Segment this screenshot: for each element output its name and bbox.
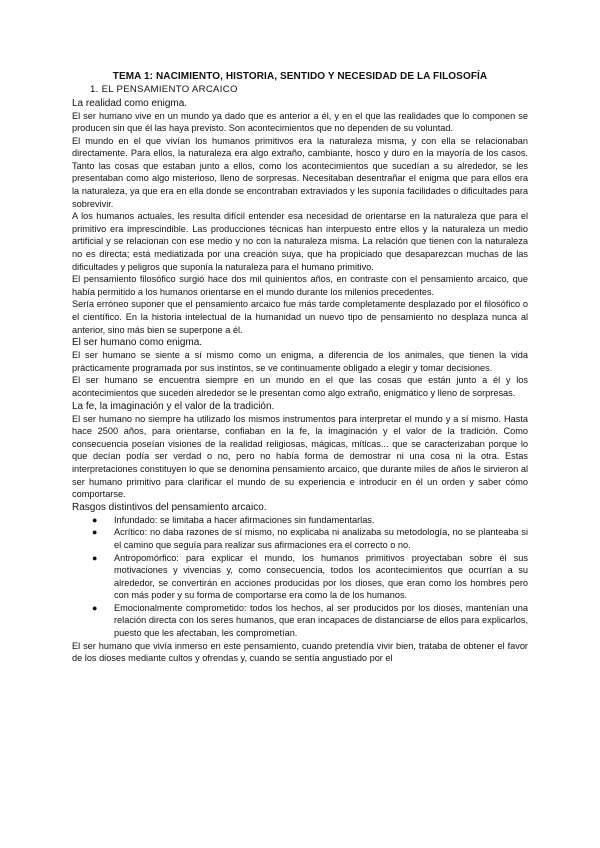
- paragraph: El ser humano no siempre ha utilizado los mismos instrumentos para interpretar el mundo y a sí mismo. Hasta hace 2500 años, para orientarse, confiaban en la fe, la imaginación y el valor de la tradición. Como consecuencia poseían visiones de la realidad religiosas, mágicas, míticas... que se caracterizaban porque lo que decían podía ser verdad o no, pero no había forma de demostrar ni una cosa ni la otra. Estas interpretaciones constituyen lo que se denomina pensamiento arcaico, que durante miles de años le sirvieron al ser humano primitivo para clarificar el mundo de su experiencia e introducir en él un orden y saber cómo comportarse.: [72, 413, 528, 500]
- subheading-rasgos: Rasgos distintivos del pensamiento arcaico.: [72, 501, 267, 513]
- rasgos-list: [72, 514, 528, 640]
- paragraph: El pensamiento filosófico surgió hace dos mil quinientos años, en contraste con el pensamiento arcaico, que había permitido a los humanos orientarse en el mundo durante los milenios precedentes.: [72, 274, 528, 297]
- list-item: [92, 552, 528, 602]
- list-item-text: Acrítico: no daba razones de sí mismo, no explicaba ni analizaba su metodología, no se planteaba si el camino que seguía para realizar sus afirmaciones era el correcto o no.: [114, 527, 528, 550]
- subheading-fe-imaginacion: La fe, la imaginación y el valor de la tradición.: [72, 400, 275, 412]
- paragraph: El mundo en el que vivían los humanos primitivos era la naturaleza misma, y con ella se relacionaban directamente. Para ellos, la naturaleza era algo extraño, cambiante, hosco y duro en la mayoría de los casos. Tanto las cosas que estaban junto a ellos, como los acontecimientos que sucedían a su alrededor, se les presentaban como algo misterioso, lleno de sorpresas. Necesitaban desentrañar el enigma que para ellos era la naturaleza, ya que era en ella donde se encontraban extraviados y les suponía facilidades o dificultades para sobrevivir.: [72, 135, 528, 209]
- list-item: [92, 526, 528, 551]
- list-item: [92, 602, 528, 640]
- subheading-ser-humano-enigma: El ser humano como enigma.: [72, 337, 203, 349]
- paragraph: El ser humano vive en un mundo ya dado que es anterior a él, y en el que las realidades que lo componen se producen sin que él las haya previsto. Son acontecimientos que no dependen de su voluntad.: [72, 110, 528, 134]
- paragraph: A los humanos actuales, les resulta difícil entender esa necesidad de orientarse en la naturaleza que para el primitivo era imprescindible. Las producciones técnicas han interpuesto entre ellos y la naturaleza un medio artificial y se relacionan con ese medio y no con la naturaleza misma. La relación que tienen con la naturaleza no es directa; está mediatizada por una creación suya, que ha propiciado que desaparezcan muchas de las dificultades y peligros que suponía la naturaleza para el humano primitivo.: [72, 211, 528, 272]
- bullet-icon: ●: [92, 602, 98, 613]
- section-heading: 1. EL PENSAMIENTO ARCAICO: [90, 84, 238, 95]
- paragraph: El ser humano se encuentra siempre en un mundo en el que las cosas que están junto a él y los acontecimientos que suceden alrededor se le presentan como algo extraño, enigmático y lleno de sorpresas.: [72, 375, 528, 398]
- paragraph: Sería erróneo suponer que el pensamiento arcaico fue más tarde completamente desplazado por el filosófico o el científico. En la historia intelectual de la humanidad un nuevo tipo de pensamiento no desplaza nunca al anterior, sino más bien se superpone a él.: [72, 299, 528, 335]
- document-title: TEMA 1: NACIMIENTO, HISTORIA, SENTIDO Y NECESIDAD DE LA FILOSOFÍA: [112, 71, 488, 82]
- bullet-icon: ●: [92, 514, 98, 525]
- bullet-icon: ●: [92, 552, 98, 563]
- paragraph: El ser humano se siente a sí mismo como un enigma, a diferencia de los animales, que tienen la vida prácticamente programada por sus instintos, se ve continuamente obligado a elegir y tomar decisiones.: [72, 350, 528, 373]
- list-item: [92, 514, 528, 527]
- list-item-text: Antropomórfico: para explicar el mundo, los humanos primitivos proyectaban sobre él sus motivaciones y vivencias y, como consecuencia, todos los acontecimientos que ocurrían a su alrededor, se convertirán en acciones producidas por los dioses, que eran como los hombres pero con más poder y su forma de comportarse era como la de los humanos.: [114, 552, 528, 601]
- list-item-text: Emocionalmente comprometido: todos los hechos, al ser producidos por los dioses, mantenían una relación directa con los seres humanos, que eran incapaces de distanciarse de ellos para explicarlos, puesto que les afectaban, les comprometían.: [114, 602, 528, 639]
- list-item-text: Infundado: se limitaba a hacer afirmaciones sin fundamentarlas.: [114, 514, 375, 525]
- bullet-icon: ●: [92, 527, 98, 538]
- paragraph: El ser humano que vivía inmerso en este pensamiento, cuando pretendía vivir bien, trataba de obtener el favor de los dioses mediante cultos y ofrendas y, cuando se sentía angustiado por el: [72, 640, 528, 664]
- subheading-realidad-enigma: La realidad como enigma.: [72, 97, 188, 109]
